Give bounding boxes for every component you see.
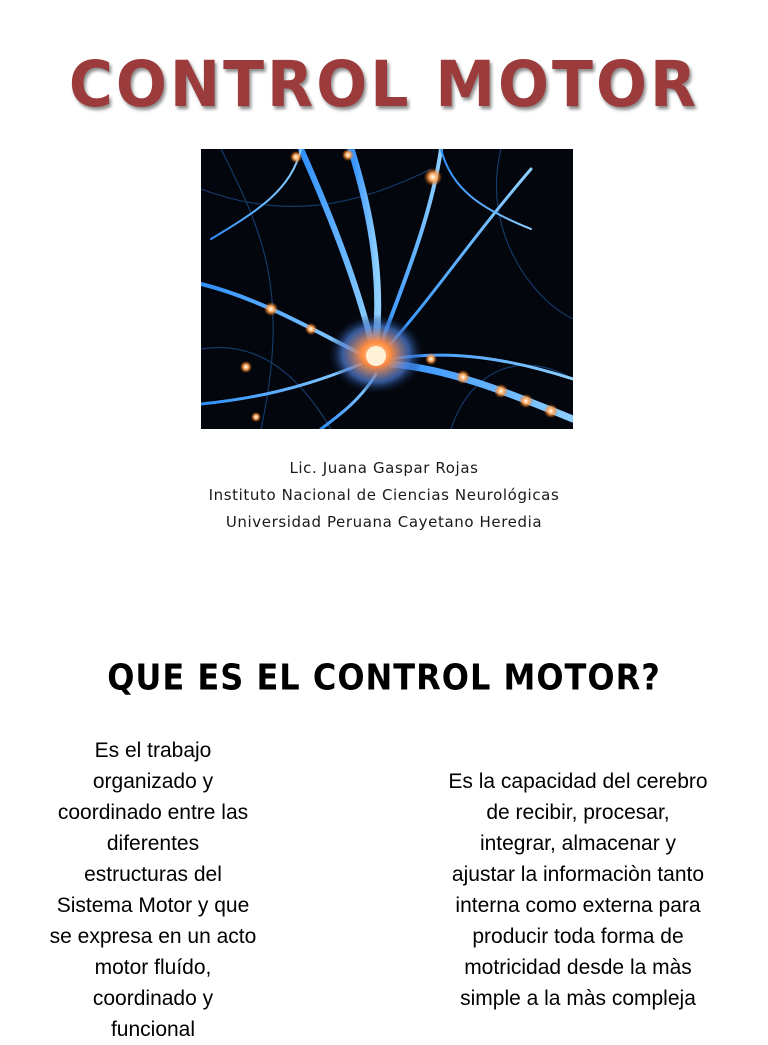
text-line: motricidad desde la màs xyxy=(464,956,692,979)
neuron-illustration xyxy=(201,149,573,429)
left-definition xyxy=(28,735,278,1045)
slide-title: CONTROL MOTOR xyxy=(68,48,700,122)
text-line: de recibir, procesar, xyxy=(486,801,670,824)
text-line: ajustar la informaciòn tanto xyxy=(451,863,705,886)
slide-heading: QUE ES EL CONTROL MOTOR? xyxy=(107,655,661,699)
author-credits xyxy=(0,455,768,536)
text-line: motor fluído, xyxy=(94,956,212,979)
text-line: diferentes xyxy=(106,832,200,855)
university-name: Universidad Peruana Cayetano Heredia xyxy=(225,513,543,531)
author-name: Lic. Juana Gaspar Rojas xyxy=(289,459,479,477)
text-line: Es el trabajo xyxy=(94,739,212,762)
text-line: integrar, almacenar y xyxy=(479,832,677,855)
text-line: Sistema Motor y que xyxy=(56,894,250,917)
text-line: simple a la màs compleja xyxy=(460,987,696,1010)
text-line: coordinado entre las xyxy=(57,801,249,824)
text-line: Es la capacidad del cerebro xyxy=(448,770,708,793)
institution-name: Instituto Nacional de Ciencias Neurológicas xyxy=(208,486,560,504)
text-line: producir toda forma de xyxy=(472,925,684,948)
text-line: funcional xyxy=(110,1018,196,1041)
neuron-image xyxy=(201,149,573,429)
text-line: coordinado y xyxy=(92,987,214,1010)
text-line: interna como externa para xyxy=(455,894,701,917)
text-line: se expresa en un acto xyxy=(49,925,257,948)
right-definition xyxy=(418,766,738,1014)
text-line: estructuras del xyxy=(84,863,222,886)
text-line: organizado y xyxy=(92,770,214,793)
